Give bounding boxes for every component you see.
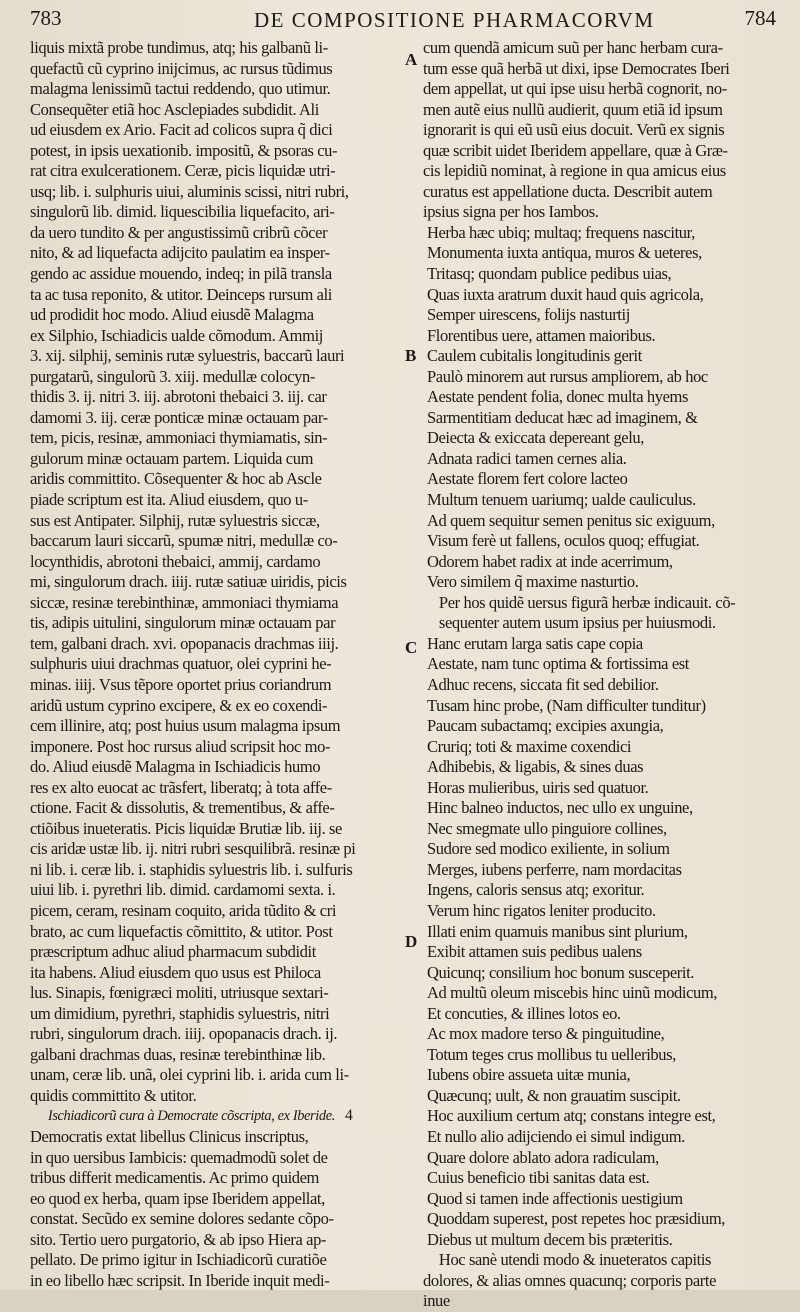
text-line: ita habens. Aliud eiusdem quo usus est Philoca [30,962,321,982]
verse-line: Ac mox madore terso & pinguitudine, [426,1024,665,1044]
running-title: DE COMPOSITIONE PHARMACORVM [254,8,655,32]
page-number-left: 783 [30,6,62,30]
text-line: quefactũ cũ cyprino inijcimus, ac rursus tũdimus [30,58,333,78]
text-line: tum esse quã herbã ut dixi, ipse Democrates Iberi [423,58,730,78]
text-line: inue [423,1291,450,1311]
margin-letter-c: C [405,638,418,657]
verse-line: Quas iuxta aratrum duxit haud quis agricola, [426,284,704,304]
text-line: sito. Tertio uero purgatorio, & ab ipso Hiera ap- [30,1229,327,1249]
text-line: picem, ceram, resinam coquito, arida tũdito & cri [30,900,337,920]
text-line: tem, galbani drach. xvi. opopanacis drachmas iiij. [30,633,339,653]
text-line: ex Silphio, Ischiadicis ualde cõmodum. Ammij [30,325,323,345]
text-line: potest, in ipsis uexationib. impositũ, & psoras cu- [30,140,338,160]
verse-line: Iubens obire assueta uitæ munia, [426,1065,631,1085]
right-column [423,38,797,1312]
text-line: præscriptum adhuc aliud pharmacum subdidit [30,942,316,962]
text-line: nito, & ad liquefacta adijcito paulatim ea insper- [30,243,330,263]
text-line: ud prodidit hoc modo. Aliud eiusdẽ Malagma [30,305,314,325]
text-line: purgatarũ, singulorũ 3. xiij. medullæ colocyn- [30,366,315,386]
text-line: locynthidis, abrotoni thebaici, ammij, cardamo [30,551,321,571]
verse-line: Quæcunq; uult, & non grauatim suscipit. [426,1085,681,1105]
text-line: sequenter autem usum ipsius per huiusmodi. [438,613,716,633]
verse-line: Hanc erutam larga satis cape copia [426,633,643,653]
text-line: da uero tundito & per angustissimũ cribrũ cõcer [30,222,328,242]
text-line: curatus est appellatione ducta. Describit autem [423,181,713,201]
text-line: cis aridæ ustæ lib. ij. nitri rubri sesquilibrã. resinæ pi [30,839,356,859]
text-line: imponere. Post hoc rursus aliud scripsit hoc mo- [30,736,331,756]
verse-line: Exibit attamen suis pedibus ualens [426,942,642,962]
text-line: aridis committito. Cõsequenter & hoc ab Ascle [30,469,322,489]
verse-line: Ingens, caloris sensus atq; exoritur. [426,880,645,900]
text-line: ud eiusdem ex Ario. Facit ad colicos supra q̃ dici [30,120,333,140]
text-line: liquis mixtã probe tundimus, atq; his galbanũ li- [30,38,328,57]
verse-line: Ad multũ oleum miscebis hinc uinũ modicum, [426,983,718,1003]
verse-line: Tusam hinc probe, (Nam difficulter tunditur) [426,695,706,715]
text-line: malagma lenissimũ tactui reddendo, quo utimur. [30,79,331,99]
verse-line: Et nullo alio adijciendo ei simul indigum. [426,1126,685,1146]
verse-line: Sudore sed modico exiliente, in solium [426,839,670,859]
text-line: Per hos quidẽ uersus figurã herbæ indicauit. cõ- [438,592,736,612]
text-line: ta ac tusa reponito, & utitor. Deinceps rursum ali [30,284,332,304]
text-line: siccæ, resinæ terebinthinæ, ammoniaci thymiama [30,592,339,612]
text-line: ctiõibus inueteratis. Picis liquidæ Brutiæ lib. iij. se [30,818,342,838]
text-line: sus est Antipater. Silphij, rutæ syluestris siccæ, [30,510,320,530]
text-line: Consequẽter etiã hoc Asclepiades subdidit. Ali [30,99,319,119]
verse-line: Quoddam superest, post repetes hoc præsidium, [426,1209,726,1229]
verse-line: Monumenta iuxta antiqua, muros & ueteres, [426,243,702,263]
text-line: in eo libello hæc scripsit. In Iberide inquit medi- [30,1270,330,1290]
verse-line: Aestate florem fert colore lacteo [426,469,628,489]
text-line: tis, adipis uitulini, singulorum minæ octauam par [30,613,336,633]
verse-line: Ad quem sequitur semen penitus sic exiguum, [426,510,715,530]
margin-letter-d: D [405,932,418,951]
verse-line: Deiecta & exiccata depereant gelu, [426,428,645,448]
verse-line: Hoc auxilium certum atq; constans integre est, [426,1106,716,1126]
text-line: uiui lib. i. pyrethri lib. dimid. cardamomi sexta. i. [30,880,336,900]
verse-line: Odorem habet radix at inde acerrimum, [426,551,673,571]
verse-line: Adnata radici tamen cernes alia. [426,448,627,468]
text-line: piade scriptum est ita. Aliud eiusdem, quo u- [30,490,308,510]
text-line: usq; lib. i. sulphuris uiui, aluminis scissi, nitri rubri, [30,181,349,201]
section-number: 4 [344,1107,353,1125]
text-line: thidis 3. ij. nitri 3. iij. abrotoni thebaici 3. iij. car [30,387,327,407]
verse-line: Hinc balneo inductos, nec ullo ex unguine, [426,798,693,818]
text-line: damomi 3. iij. ceræ ponticæ minæ octauam par- [30,407,328,427]
page-number-right: 784 [744,6,776,30]
verse-line: Tritasq; quondam publice pedibus uias, [426,264,672,284]
text-line: tribus differit medicamentis. Ac primo quidem [30,1168,320,1188]
text-line: baccarum lauri siccarũ, spumæ nitri, medullæ co- [30,531,338,551]
text-line: 3. xij. silphij, seminis rutæ syluestris, baccarũ lauri [30,346,345,366]
text-line: minas. iiij. Vsus tẽpore oportet prius coriandrum [30,674,332,694]
verse-line: Cuius beneficio tibi sanitas data est. [426,1168,650,1188]
verse-line: Vero similem q̃ maxime nasturtio. [426,572,639,592]
text-line: quæ scribit uidet Iberidem appellare, quæ à Græ- [423,140,728,160]
text-line: aridũ ustum cyprino excipere, & ex eo coxendi- [30,695,328,715]
verse-line: Paucam subactamq; excipies axungia, [426,716,664,736]
verse-line: Herba hæc ubiq; multaq; frequens nascitur, [426,222,695,242]
text-line: eo quod ex herba, quam ipse Iberidem appellat, [30,1188,325,1208]
text-line: ipsius signa per hos Iambos. [423,202,599,222]
verse-line: Aestate pendent folia, donec multa hyems [426,387,688,407]
text-line: singulorũ lib. dimid. liquescibilia liquefacito, ari- [30,202,335,222]
text-line: cis lepidiũ nominat, à regione in qua amicus eius [423,161,726,181]
verse-line: Florentibus uere, attamen maioribus. [426,325,656,345]
text-line: tem, picis, resinæ, ammoniaci thymiamatis, sin- [30,428,328,448]
text-line: lus. Sinapis, fœnigræci moliti, utriusque sextari- [30,983,329,1003]
verse-line: Quod si tamen inde affectionis uestigium [426,1188,683,1208]
text-line: dem appellat, ut qui ipse uisu herbã cognorit, no- [423,79,727,99]
text-line: um dimidium, pyrethri, staphidis syluestris, nitri [30,1003,330,1023]
text-line: mi, singulorum drach. iiij. rutæ satiuæ uiridis, picis [30,572,347,592]
text-line: Democratis extat libellus Clinicus inscriptus, [30,1126,309,1146]
text-line: pellato. De primo igitur in Ischiadicorũ curatiõe [30,1250,327,1270]
text-line: gulorum minæ octauam partem. Liquida cum [30,448,314,468]
text-line: in quo uersibus Iambicis: quemadmodũ solet de [30,1147,328,1167]
text-line: cum quendã amicum suũ per hanc herbam cura- [423,38,723,57]
text-line: brato, ac cum liquefactis cõmittito, & utitor. Post [30,921,333,941]
text-line: ignorarit is qui eũ usũ eius docuit. Verũ ex signis [423,120,725,140]
verse-line: Et concuties, & illines lotos eo. [426,1003,621,1023]
text-line: gendo ac assidue mouendo, indeq; in pilã transla [30,264,332,284]
text-line: sulphuris uiui drachmas quatuor, olei cyprini he- [30,654,332,674]
section-heading [30,1106,402,1127]
verse-line: Diebus ut multum decem bis præteritis. [426,1229,673,1249]
text-line: cem illinire, atq; post huius usum malagma ipsum [30,716,341,736]
verse-line: Merges, iubens perferre, nam mordacitas [426,859,682,879]
verse-line: Nec smegmate ullo pinguiore collines, [426,818,667,838]
text-line: quidis committito & utitor. [30,1085,197,1105]
text-line: unam, ceræ lib. unã, olei cyprini lib. i. arida cum li- [30,1065,349,1085]
text-line: men autẽ eius nullũ audierit, quum etiã id ipsum [423,99,723,119]
verse-line: Adhuc recens, siccata fit sed debilior. [426,674,659,694]
verse-line: Semper uirescens, folijs nasturtij [426,305,630,325]
margin-letter-a: A [405,50,418,69]
page-header [22,6,782,36]
verse-line: Aestate, nam tunc optima & fortissima est [426,654,689,674]
verse-line: Totum teges crus mollibus tu uelleribus, [426,1044,676,1064]
verse-line: Multum tenuem uariumq; ualde cauliculus. [426,490,696,510]
verse-line: Verum hinc rigatos leniter producito. [426,900,656,920]
verse-line: Adhibebis, & ligabis, & sines duas [426,757,644,777]
verse-line: Horas mulieribus, uiris sed quatuor. [426,777,649,797]
verse-line: Illati enim quamuis manibus sint plurium, [426,921,688,941]
text-line: Hoc sanè utendi modo & inueteratos capitis [438,1250,712,1270]
margin-letter-b: B [405,346,417,365]
text-line: ctione. Facit & dissolutis, & trementibus, & affe- [30,798,335,818]
text-line: dolores, & alias omnes quacunq; corporis parte [423,1270,717,1290]
verse-line: Sarmentitiam deducat hæc ad imaginem, & [426,407,698,427]
verse-line: Quicunq; consilium hoc bonum susceperit. [426,962,694,982]
text-line: galbani drachmas duas, resinæ terebinthinæ lib. [30,1044,326,1064]
text-line: res ex alto euocat ac trãsfert, liberatq; à tota affe- [30,777,332,797]
verse-line: Quare dolore ablato adora radiculam, [426,1147,659,1167]
verse-line: Paulò minorem aut rursus ampliorem, ab hoc [426,366,708,386]
text-line: constat. Secũdo ex semine dolores sedante cõpo- [30,1209,334,1229]
verse-line: Visum ferè ut fallens, oculos quoq; effugiat. [426,531,700,551]
text-line: rat citra exulcerationem. Ceræ, picis liquidæ utri- [30,161,336,181]
verse-line: Caulem cubitalis longitudinis gerit [426,346,642,366]
left-column [30,38,404,1291]
text-line: rubri, singulorum drach. iiij. opopanacis drach. ij. [30,1024,338,1044]
section-heading-text: Ischiadicorũ cura à Democrate cõscripta, ex Iberide. [47,1108,335,1125]
text-line: ni lib. i. ceræ lib. i. staphidis syluestris lib. i. sulfuris [30,859,353,879]
verse-line: Cruriq; toti & maxime coxendici [426,736,632,756]
text-line: do. Aliud eiusdẽ Malagma in Ischiadicis humo [30,757,321,777]
